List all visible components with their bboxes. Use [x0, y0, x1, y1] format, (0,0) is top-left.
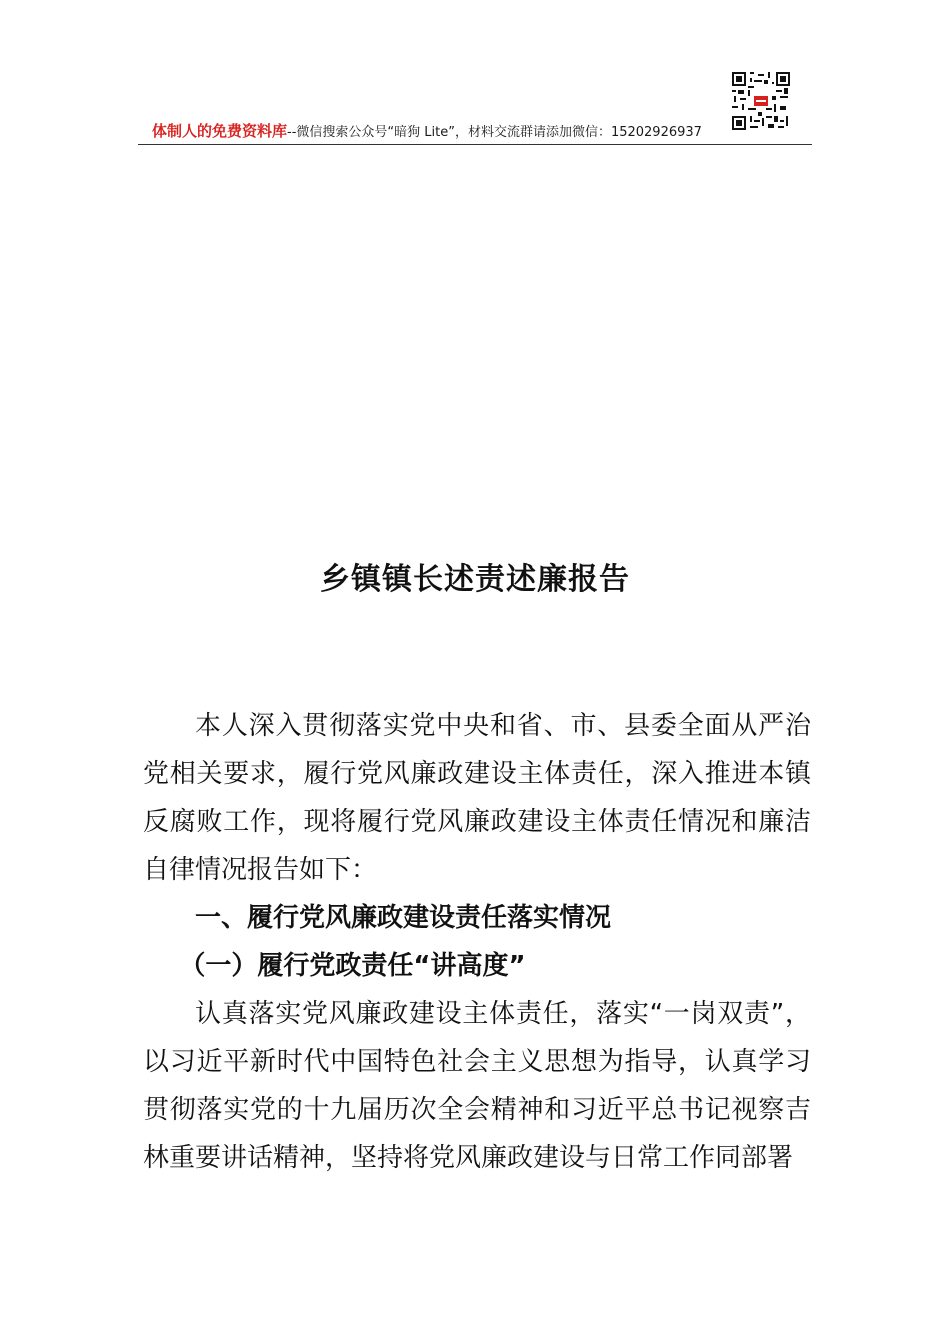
subsection-heading: （一）履行党政责任“讲高度”	[179, 951, 526, 981]
header-contact-info: --微信搜索公众号“暗狗 Lite”，材料交流群请添加微信：15202926937	[287, 125, 702, 140]
header-watermark-line	[152, 122, 702, 142]
qr-code-icon	[732, 72, 790, 130]
page-header	[138, 60, 812, 146]
body-paragraph: 认真落实党风廉政建设主体责任，落实“一岗双责”，以习近平新时代中国特色社会主义思想为指导，认真学习贯彻落实党的十九届历次全会精神和习近平总书记视察吉林重要讲话精神，坚持将党风廉政建设与日常工作同部署	[143, 999, 811, 1173]
intro-paragraph: 本人深入贯彻落实党中央和省、市、县委全面从严治党相关要求，履行党风廉政建设主体责任，深入推进本镇反腐败工作，现将履行党风廉政建设主体责任情况和廉洁自律情况报告如下：	[143, 711, 811, 885]
document-body	[143, 702, 811, 1182]
brand-name: 体制人的免费资料库	[152, 122, 288, 140]
section-heading: 一、履行党风廉政建设责任落实情况	[195, 903, 612, 933]
header-divider	[138, 144, 812, 145]
document-title: 乡镇镇长述责述廉报告	[320, 562, 630, 597]
